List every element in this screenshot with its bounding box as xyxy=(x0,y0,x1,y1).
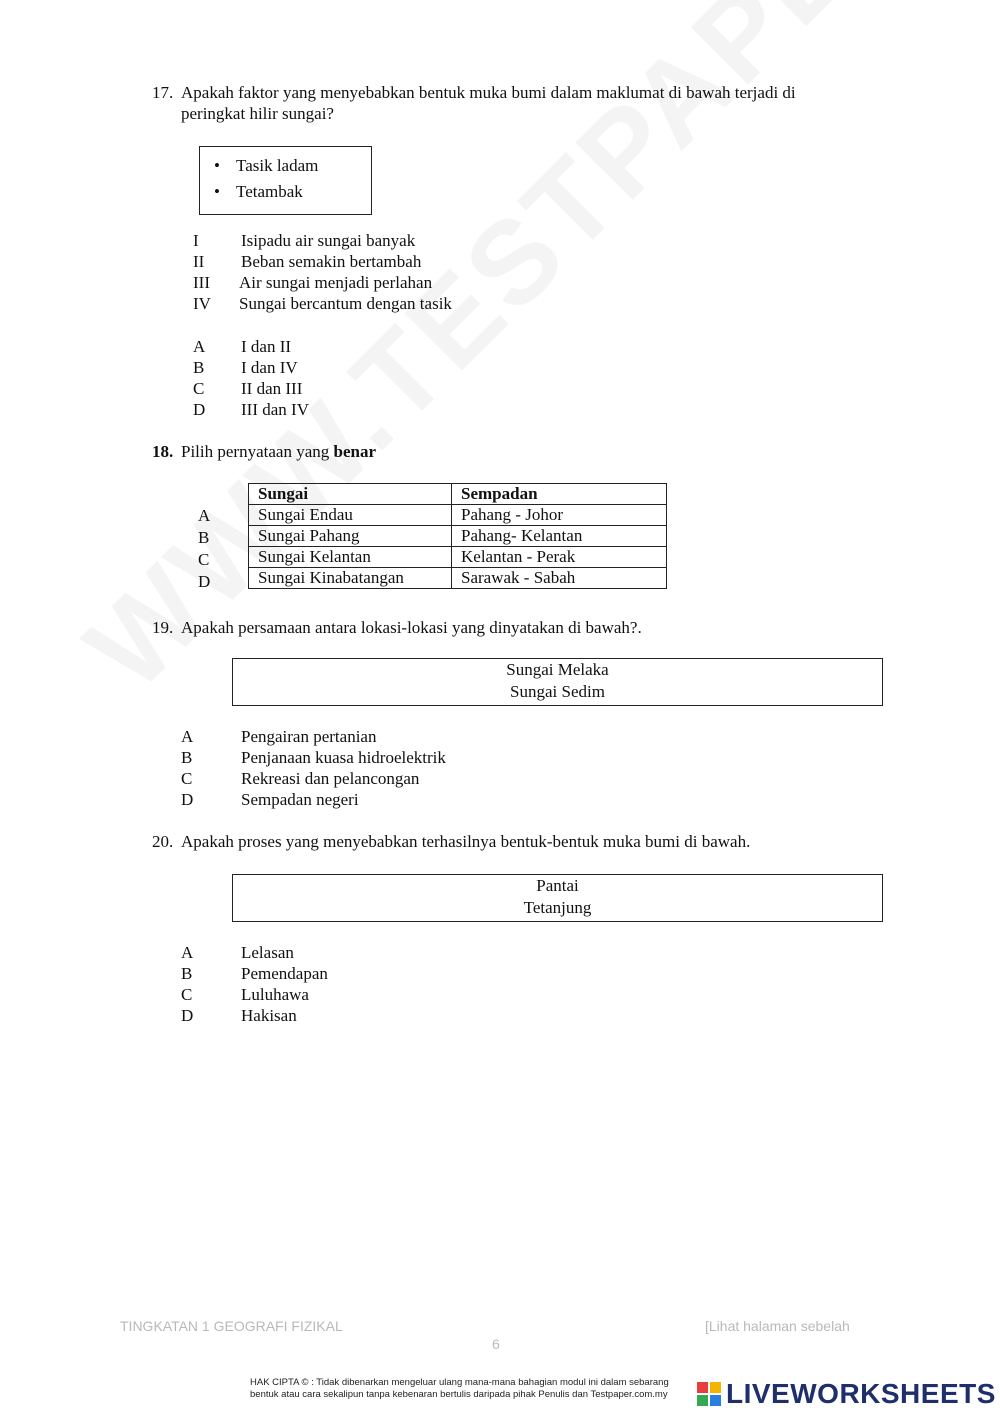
q20-text: Apakah proses yang menyebabkan terhasilnya bentuk-bentuk muka bumi di bawah. xyxy=(181,832,751,851)
table-row xyxy=(249,568,667,589)
q17-text-line2: peringkat hilir sungai? xyxy=(181,104,334,123)
cell-sempadan: Kelantan - Perak xyxy=(452,547,667,568)
cell-sungai: Sungai Endau xyxy=(249,505,452,526)
footer-left: TINGKATAN 1 GEOGRAFI FIZIKAL xyxy=(120,1318,343,1334)
q18-option-c[interactable]: C xyxy=(198,550,210,569)
q20-number: 20. xyxy=(152,832,174,851)
q18-text-bold: benar xyxy=(333,442,376,461)
liveworksheets-logo[interactable] xyxy=(697,1378,996,1410)
cell-sungai: Sungai Kelantan xyxy=(249,547,452,568)
cell-sempadan: Pahang - Johor xyxy=(452,505,667,526)
cell-sungai: Sungai Pahang xyxy=(249,526,452,547)
q18-table xyxy=(248,483,667,589)
header-sempadan: Sempadan xyxy=(452,484,667,505)
q17-box-item: • Tasik ladam xyxy=(206,153,371,179)
q18-number: 18. xyxy=(152,442,174,461)
page-number: 6 xyxy=(492,1336,500,1352)
q17-number: 17. xyxy=(152,83,174,102)
header-sungai: Sungai xyxy=(249,484,452,505)
copyright-line2: bentuk atau cara sekalipun tanpa kebenaran bertulis daripada pihak Penulis dan Testpaper.com.my xyxy=(250,1389,668,1400)
cell-sempadan: Sarawak - Sabah xyxy=(452,568,667,589)
table-row xyxy=(249,505,667,526)
q19-text: Apakah persamaan antara lokasi-lokasi yang dinyatakan di bawah?. xyxy=(181,618,642,637)
q18-option-a[interactable]: A xyxy=(198,506,211,525)
q17-text-line1: Apakah faktor yang menyebabkan bentuk muka bumi dalam maklumat di bawah terjadi di xyxy=(181,83,796,102)
q17-box-item: • Tetambak xyxy=(206,179,371,205)
cell-sempadan: Pahang- Kelantan xyxy=(452,526,667,547)
q18-option-b[interactable]: B xyxy=(198,528,210,547)
cell-sungai: Sungai Kinabatangan xyxy=(249,568,452,589)
q19-box-line: Sungai Melaka xyxy=(506,660,609,679)
liveworksheets-logo-text: LIVEWORKSHEETS xyxy=(726,1378,996,1409)
q20-box-line: Pantai xyxy=(536,876,579,895)
q20-info-box xyxy=(232,874,883,922)
table-row xyxy=(249,526,667,547)
q18-text: Pilih pernyataan yang benar xyxy=(181,442,376,461)
liveworksheets-logo-icon xyxy=(697,1382,721,1406)
q20-box-line: Tetanjung xyxy=(523,898,592,917)
table-row xyxy=(249,547,667,568)
q19-info-box xyxy=(232,658,883,706)
footer-right: [Lihat halaman sebelah xyxy=(705,1318,850,1334)
q19-box-line: Sungai Sedim xyxy=(510,682,605,701)
q17-info-box xyxy=(199,146,372,215)
q18-option-d[interactable]: D xyxy=(198,572,211,591)
q19-number: 19. xyxy=(152,618,174,637)
copyright-line1: HAK CIPTA © : Tidak dibenarkan mengeluar ulang mana-mana bahagian modul ini dalam sebarang xyxy=(250,1377,669,1388)
table-header-row xyxy=(249,484,667,505)
